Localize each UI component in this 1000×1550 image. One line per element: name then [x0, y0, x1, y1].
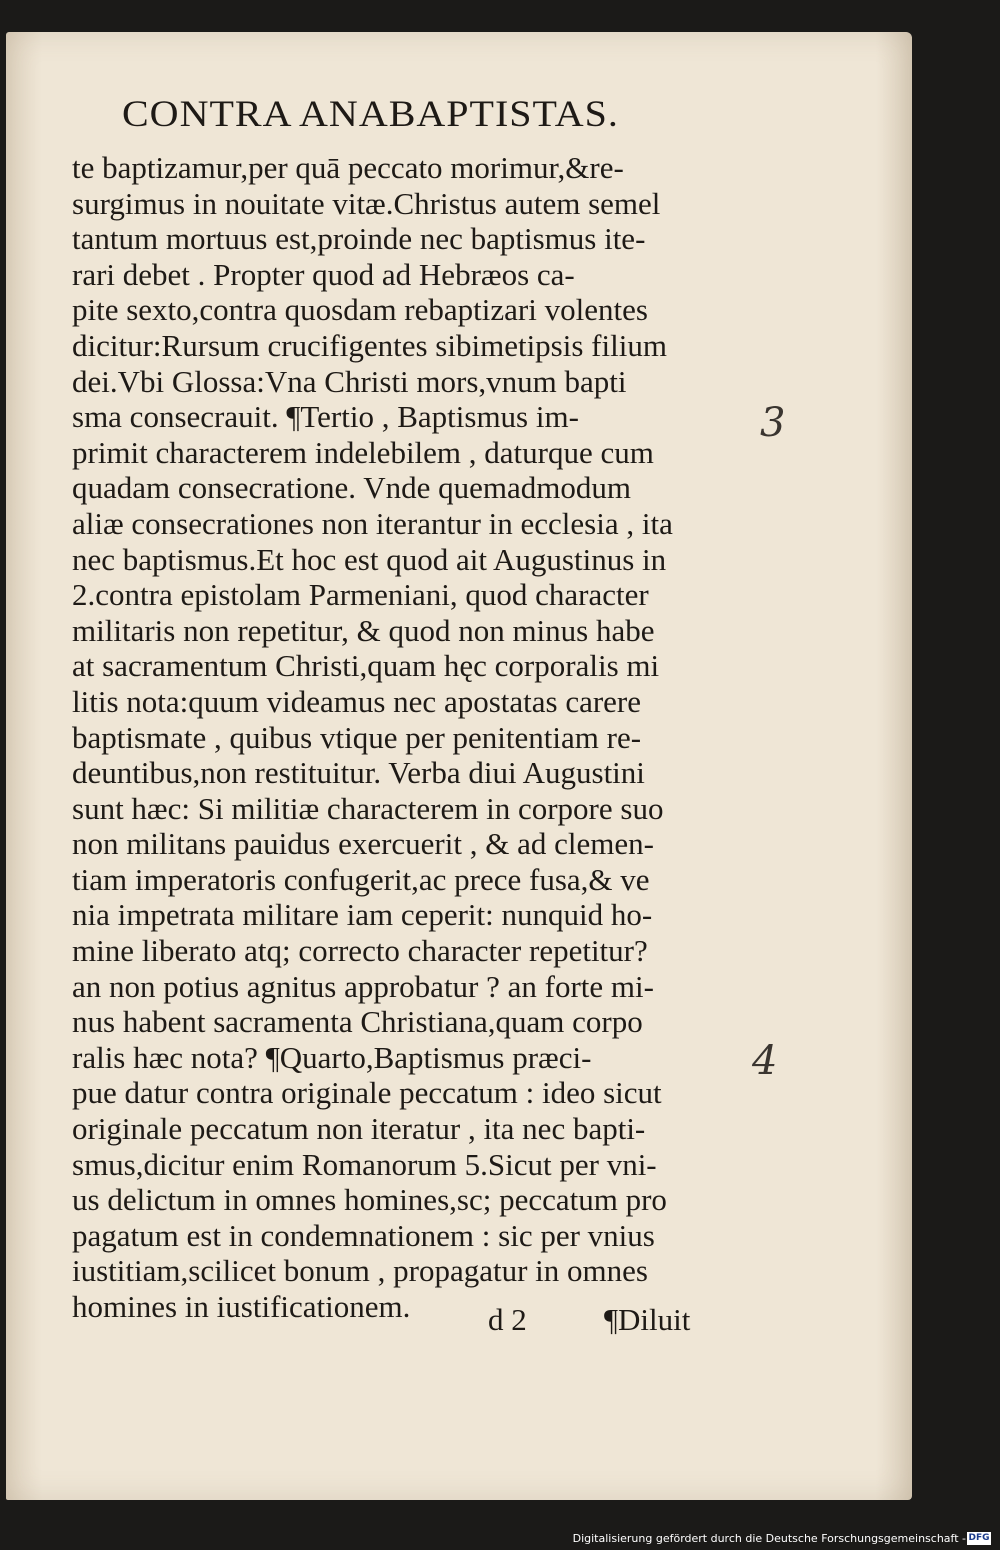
text-line: dicitur:Rursum crucifigentes sibimetipsis filium [72, 327, 667, 363]
text-line: aliæ consecrationes non iterantur in ecclesia , ita [72, 505, 673, 541]
text-line: dei.Vbi Glossa:Vna Christi mors,vnum bapti [72, 363, 627, 399]
text-line: pagatum est in condemnationem : sic per vnius [72, 1217, 655, 1253]
margin-note-4: 4 [752, 1038, 778, 1084]
text-line: at sacramentum Christi,quam hęc corporalis mi [72, 648, 660, 684]
text-line: surgimus in nouitate vitæ.Christus autem semel [72, 185, 661, 221]
text-line: litis nota:quum videamus nec apostatas carere [72, 683, 642, 719]
text-line: pue datur contra originale peccatum : ideo sicut [72, 1075, 662, 1111]
text-line: originale peccatum non iteratur , ita nec bapti- [72, 1111, 646, 1147]
text-line: tantum mortuus est,proinde nec baptismus ite- [72, 221, 646, 257]
catchword: ¶Diluit [604, 1302, 691, 1337]
running-header: CONTRA ANABAPTISTAS. [122, 92, 619, 135]
signature-mark: d 2 [488, 1302, 527, 1337]
text-line: nia impetrata militare iam ceperit: nunquid ho- [72, 897, 653, 933]
text-line: baptismate , quibus vtique per penitentiam re- [72, 719, 642, 755]
dfg-logo: DFG [968, 1533, 990, 1543]
text-line: militaris non repetitur, & quod non minus habe [72, 612, 655, 648]
text-line: tiam imperatoris confugerit,ac prece fusa,& ve [72, 861, 650, 897]
text-line: ralis hæc nota? ¶Quarto,Baptismus præci- [72, 1039, 592, 1075]
text-line: rari debet . Propter quod ad Hebræos ca- [72, 256, 575, 292]
text-line: us delictum in omnes homines,sc; peccatum pro [72, 1182, 667, 1218]
text-line: nec baptismus.Et hoc est quod ait Augustinus in [72, 541, 667, 577]
text-line: sma consecrauit. ¶Tertio , Baptismus im- [72, 399, 579, 435]
text-line: an non potius agnitus approbatur ? an forte mi- [72, 968, 654, 1004]
text-line: quadam consecratione. Vnde quemadmodum [72, 470, 631, 506]
text-line: nus habent sacramenta Christiana,quam corpo [72, 1004, 643, 1040]
text-line: primit characterem indelebilem , daturque cum [72, 434, 654, 470]
text-line: deuntibus,non restituitur. Verba diui Augustini [72, 755, 645, 791]
margin-note-3: 3 [760, 400, 786, 446]
text-line: sunt hæc: Si militiæ characterem in corpore suo [72, 790, 664, 826]
text-line: iustitiam,scilicet bonum , propagatur in omnes [72, 1253, 648, 1289]
text-line: smus,dicitur enim Romanorum 5.Sicut per vni- [72, 1146, 657, 1182]
digitization-credit: Digitalisierung gefördert durch die Deutsche Forschungsgemeinschaft - [572, 1532, 966, 1545]
text-line: te baptizamur,per quā peccato morimur,&re- [72, 150, 624, 185]
text-line: non militans pauidus exercuerit , & ad clemen- [72, 826, 654, 862]
text-line: pite sexto,contra quosdam rebaptizari volentes [72, 292, 648, 328]
text-line: mine liberato atq; correcto character repetitur? [72, 933, 648, 969]
text-line: 2.contra epistolam Parmeniani, quod character [72, 577, 649, 613]
body-text [72, 150, 722, 1325]
text-line: homines in iustificationem. [72, 1289, 411, 1324]
